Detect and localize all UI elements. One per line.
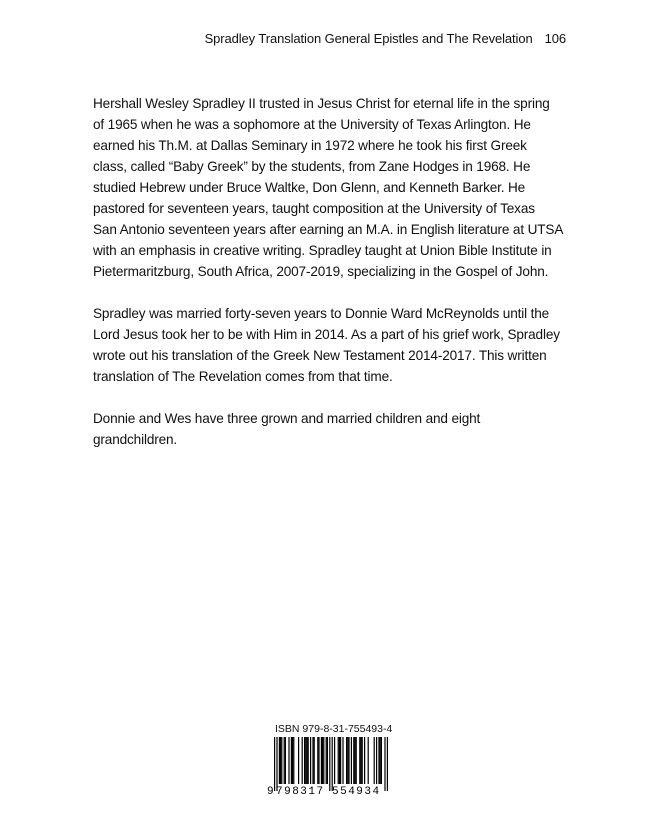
barcode-bar	[368, 737, 369, 784]
barcode-bar	[327, 737, 328, 784]
barcode-bar	[285, 737, 286, 784]
paragraph-biography: Hershall Wesley Spradley II trusted in Jesus Christ for eternal life in the spring of 1965 when he was a sophomore at the University of Texas Arlington. He earned his Th.M. at Dallas Seminary in 1972 where he took his first Greek class, called “Baby Greek” by the students, from Zane Hodges in 1968. He studied Hebrew under Bruce Waltke, Don Glenn, and Kenneth Barker. He pastored for seventeen years, taught composition at the University of Texas San Antonio seventeen years after earning an M.A. in English literature at UTSA with an emphasis in creative writing. Spradley taught at Union Bible Institute in Pietermaritzburg, South Africa, 2007-2019, specializing in the Gospel of John.	[93, 96, 564, 279]
paragraph-marriage: Spradley was married forty-seven years to Donnie Ward McReynolds until the Lord Jesus took her to be with Him in 2014. As a part of his grief work, Spradley wrote out his translation of the Greek New Testament 2014-2017. This written translation of The Revelation comes from that time.	[93, 306, 560, 384]
barcode-bar	[359, 737, 360, 784]
barcode-bar	[279, 737, 280, 784]
barcode-bar	[338, 737, 339, 784]
barcode-bar	[323, 737, 324, 784]
barcode-guard-bar	[387, 737, 388, 791]
barcode-bar	[304, 737, 305, 784]
barcode-guard-bar	[276, 737, 277, 791]
page-number: 106	[544, 31, 566, 46]
barcode-bar	[280, 737, 281, 784]
barcode-bar	[353, 737, 354, 784]
paragraph-family: Donnie and Wes have three grown and married children and eight grandchildren.	[93, 411, 481, 447]
barcode-bar	[293, 737, 294, 784]
barcode-bar	[317, 737, 318, 784]
barcode-guard-bar	[274, 737, 275, 791]
running-header-title: Spradley Translation General Epistles and The Revelation	[204, 31, 533, 46]
barcode-bar	[378, 737, 379, 784]
barcode-bar	[354, 737, 355, 784]
barcode-guard-bar	[384, 737, 385, 791]
barcode-bar	[291, 737, 292, 784]
barcode-bar	[306, 737, 307, 784]
barcode-bar	[339, 737, 340, 784]
barcode-icon	[266, 737, 394, 795]
barcode-bar	[348, 737, 349, 784]
barcode-bar	[364, 737, 365, 784]
barcode-left-digits: 798317	[276, 786, 325, 795]
barcode-bar	[347, 737, 348, 784]
barcode-bar	[310, 737, 311, 784]
barcode-bar	[322, 737, 323, 784]
body-text	[93, 93, 573, 471]
barcode-bar	[321, 737, 322, 784]
barcode-bar	[292, 737, 293, 784]
barcode-bar	[356, 737, 357, 784]
barcode-bar	[374, 737, 375, 784]
barcode-bar	[284, 737, 285, 784]
barcode-bar	[288, 737, 289, 784]
barcode-bar	[302, 737, 303, 784]
isbn-barcode-block	[266, 722, 402, 795]
barcode-bar	[342, 737, 343, 784]
running-header	[0, 31, 566, 46]
barcode-bar	[380, 737, 381, 784]
barcode-guard-bar	[329, 737, 330, 791]
barcode-bar	[314, 737, 315, 784]
barcode-bar	[305, 737, 306, 784]
barcode-bar	[312, 737, 313, 784]
barcode-bar	[360, 737, 361, 784]
barcode-bar	[318, 737, 319, 784]
barcode-bar	[281, 737, 282, 784]
barcode-bar	[376, 737, 377, 784]
barcode-bar	[334, 737, 335, 784]
barcode-bar	[298, 737, 299, 784]
barcode-bar	[346, 737, 347, 784]
barcode-bar	[340, 737, 341, 784]
barcode-bar	[381, 737, 382, 784]
isbn-label: ISBN 979-8-31-755493-4	[275, 723, 393, 735]
barcode-first-digit: 9	[267, 786, 274, 795]
barcode-guard-bar	[332, 737, 333, 791]
barcode-bar	[326, 737, 327, 784]
barcode-right-digits: 554934	[332, 786, 381, 795]
barcode-bar	[362, 737, 363, 784]
barcode-bar	[308, 737, 309, 784]
barcode-bar	[351, 737, 352, 784]
